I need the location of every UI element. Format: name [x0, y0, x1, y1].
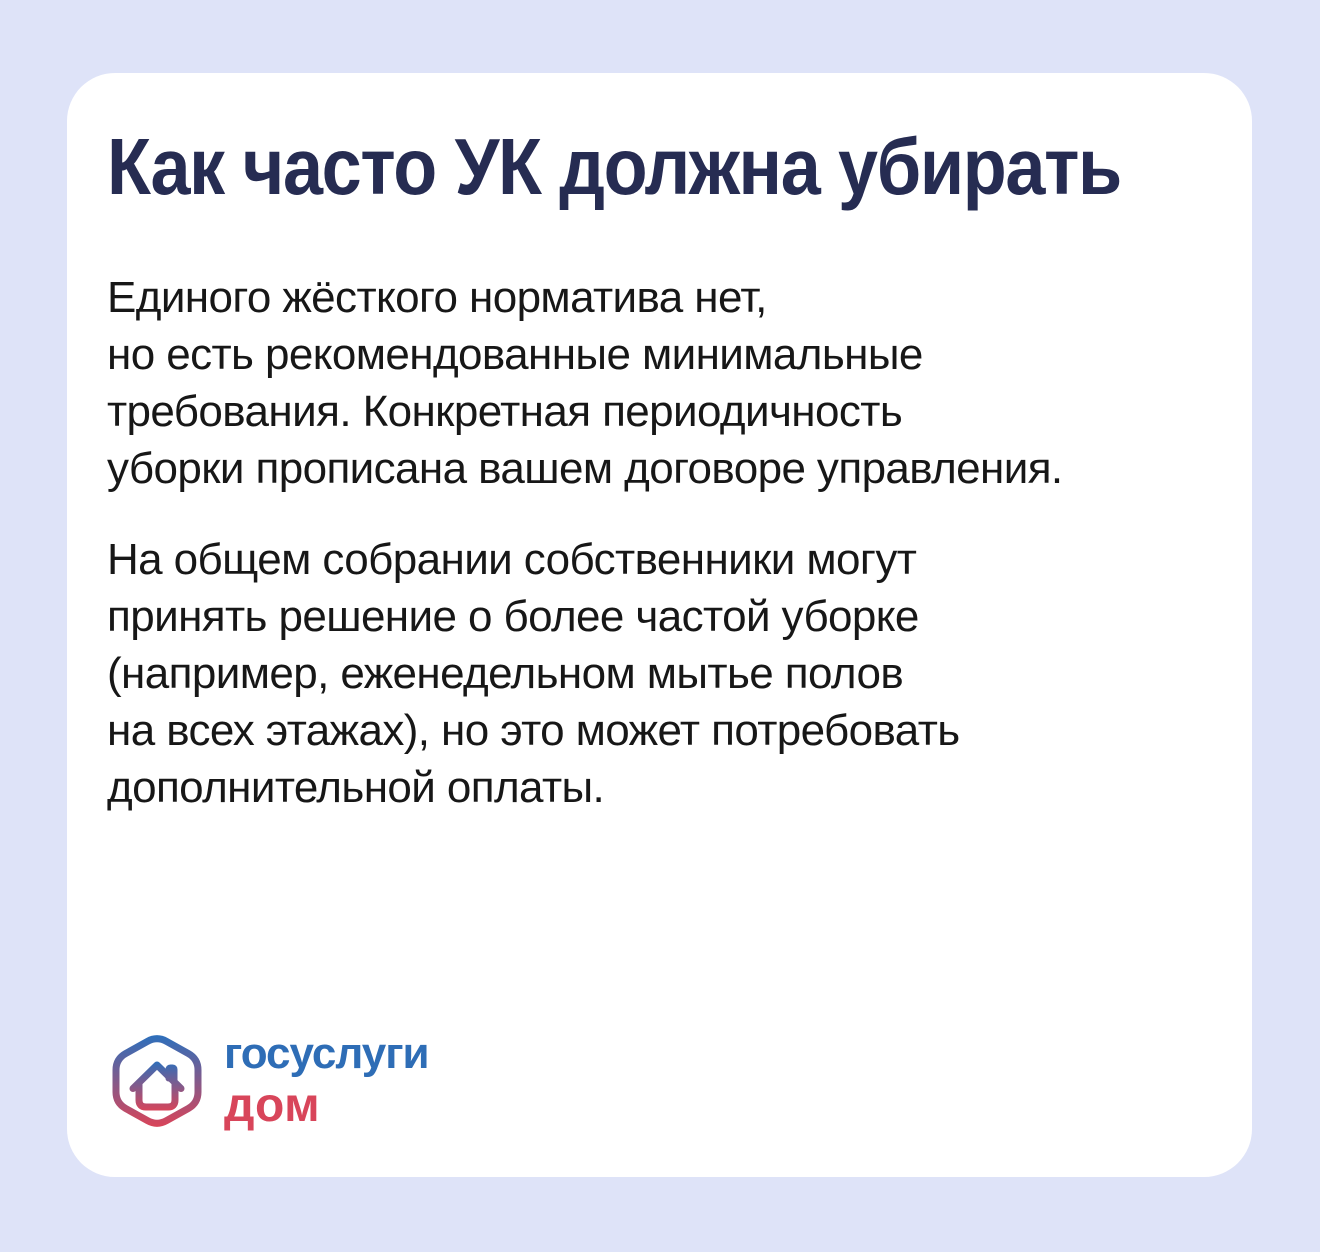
logo-text-gosuslugi: госуслуги — [224, 1029, 429, 1078]
gosuslugi-dom-house-badge-icon — [107, 1031, 207, 1131]
body-text-line: На общем собрании собственники могут — [107, 535, 917, 584]
paragraph-1 — [107, 269, 1210, 497]
page-title: Как часто УК должна убирать — [107, 122, 1121, 211]
body-text-line: на всех этажах), но это может потребовать — [107, 706, 960, 755]
body-text-line: требования. Конкретная периодичность — [107, 387, 903, 436]
paragraph-2 — [107, 531, 1210, 816]
gosuslugi-dom-logo — [107, 1031, 1210, 1131]
body-text-line: Единого жёсткого норматива нет, — [107, 273, 767, 322]
badge-hexagon-outline — [116, 1039, 198, 1124]
logo-text-dom: дом — [224, 1079, 321, 1132]
body-text-line: (например, еженедельном мытье полов — [107, 649, 904, 698]
body-text-line: дополнительной оплаты. — [107, 763, 605, 812]
body-text-line: принять решение о более частой уборке — [107, 592, 919, 641]
house-chimney — [169, 1068, 175, 1081]
house-body — [139, 1084, 175, 1107]
body-text-line: уборки прописана вашем договоре управления. — [107, 444, 1063, 493]
body-text-line: но есть рекомендованные минимальные — [107, 330, 923, 379]
info-card — [67, 73, 1252, 1177]
logo-wordmark — [224, 1029, 429, 1132]
